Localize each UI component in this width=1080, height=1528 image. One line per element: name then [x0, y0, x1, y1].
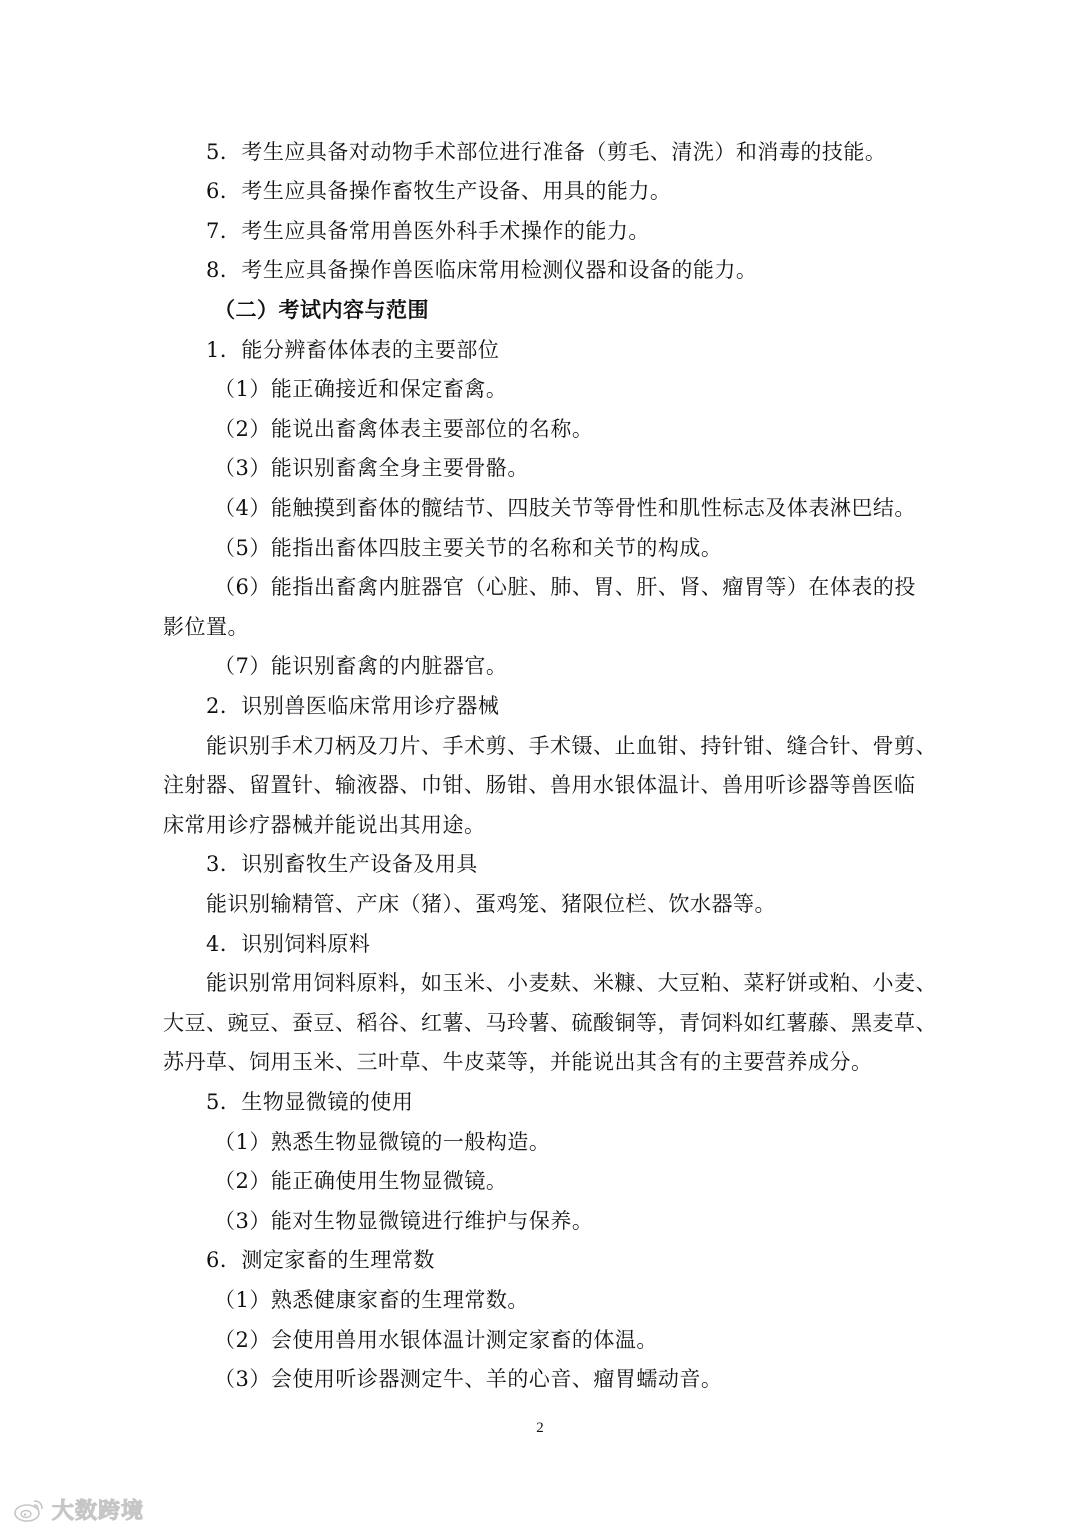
- text-line: （3）会使用听诊器测定牛、羊的心音、瘤胃蠕动音。: [214, 1367, 723, 1391]
- text-line: （5）能指出畜体四肢主要关节的名称和关节的构成。: [214, 536, 723, 560]
- text-line: 1．能分辨畜体体表的主要部位: [206, 338, 500, 362]
- text-line: （2）能说出畜禽体表主要部位的名称。: [214, 417, 594, 441]
- text-line: （3）能对生物显微镜进行维护与保养。: [214, 1209, 594, 1233]
- text-line: （2）会使用兽用水银体温计测定家畜的体温。: [214, 1328, 658, 1352]
- text-line: 床常用诊疗器械并能说出其用途。: [163, 813, 486, 837]
- text-line: 苏丹草、饲用玉米、三叶草、牛皮菜等，并能说出其含有的主要营养成分。: [163, 1050, 873, 1074]
- text-line: 能识别常用饲料原料，如玉米、小麦麸、米糠、大豆粕、菜籽饼或粕、小麦、: [206, 971, 937, 995]
- section-heading: （二）考试内容与范围: [214, 297, 429, 322]
- text-line: 5．考生应具备对动物手术部位进行准备（剪毛、清洗）和消毒的技能。: [206, 140, 887, 164]
- text-line: （7）能识别畜禽的内脏器官。: [214, 654, 508, 678]
- text-line: 8．考生应具备操作兽医临床常用检测仪器和设备的能力。: [206, 258, 758, 282]
- text-line: （1）熟悉健康家畜的生理常数。: [214, 1288, 529, 1312]
- text-line: （1）熟悉生物显微镜的一般构造。: [214, 1130, 551, 1154]
- watermark: [12, 1494, 144, 1525]
- text-line: 注射器、留置针、输液器、巾钳、肠钳、兽用水银体温计、兽用听诊器等兽医临: [163, 773, 916, 797]
- text-line: （6）能指出畜禽内脏器官（心脏、肺、胃、肝、肾、瘤胃等）在体表的投: [214, 575, 916, 599]
- watermark-text: 大数跨境: [52, 1499, 145, 1524]
- text-line: 大豆、豌豆、蚕豆、稻谷、红薯、马玲薯、硫酸铜等，青饲料如红薯藤、黑麦草、: [163, 1011, 937, 1035]
- text-line: （1）能正确接近和保定畜禽。: [214, 377, 508, 401]
- text-line: （4）能触摸到畜体的髋结节、四肢关节等骨性和肌性标志及体表淋巴结。: [214, 496, 916, 520]
- text-line: 5．生物显微镜的使用: [206, 1090, 414, 1114]
- page-number: 2: [536, 1420, 544, 1436]
- text-line: 3．识别畜牧生产设备及用具: [206, 852, 478, 876]
- text-line: 6．考生应具备操作畜牧生产设备、用具的能力。: [206, 179, 672, 203]
- text-line: 6．测定家畜的生理常数: [206, 1248, 435, 1272]
- text-line: 能识别输精管、产床（猪）、蛋鸡笼、猪限位栏、饮水器等。: [206, 892, 776, 916]
- text-line: （3）能识别畜禽全身主要骨骼。: [214, 456, 529, 480]
- text-line: 4．识别饲料原料: [206, 932, 371, 956]
- text-line: 影位置。: [163, 615, 249, 639]
- weibo-logo-icon: [12, 1497, 46, 1523]
- text-line: 2．识别兽医临床常用诊疗器械: [206, 694, 500, 718]
- text-line: 7．考生应具备常用兽医外科手术操作的能力。: [206, 219, 650, 243]
- text-line: （2）能正确使用生物显微镜。: [214, 1169, 508, 1193]
- text-line: 能识别手术刀柄及刀片、手术剪、手术镊、止血钳、持针钳、缝合针、骨剪、: [206, 734, 937, 758]
